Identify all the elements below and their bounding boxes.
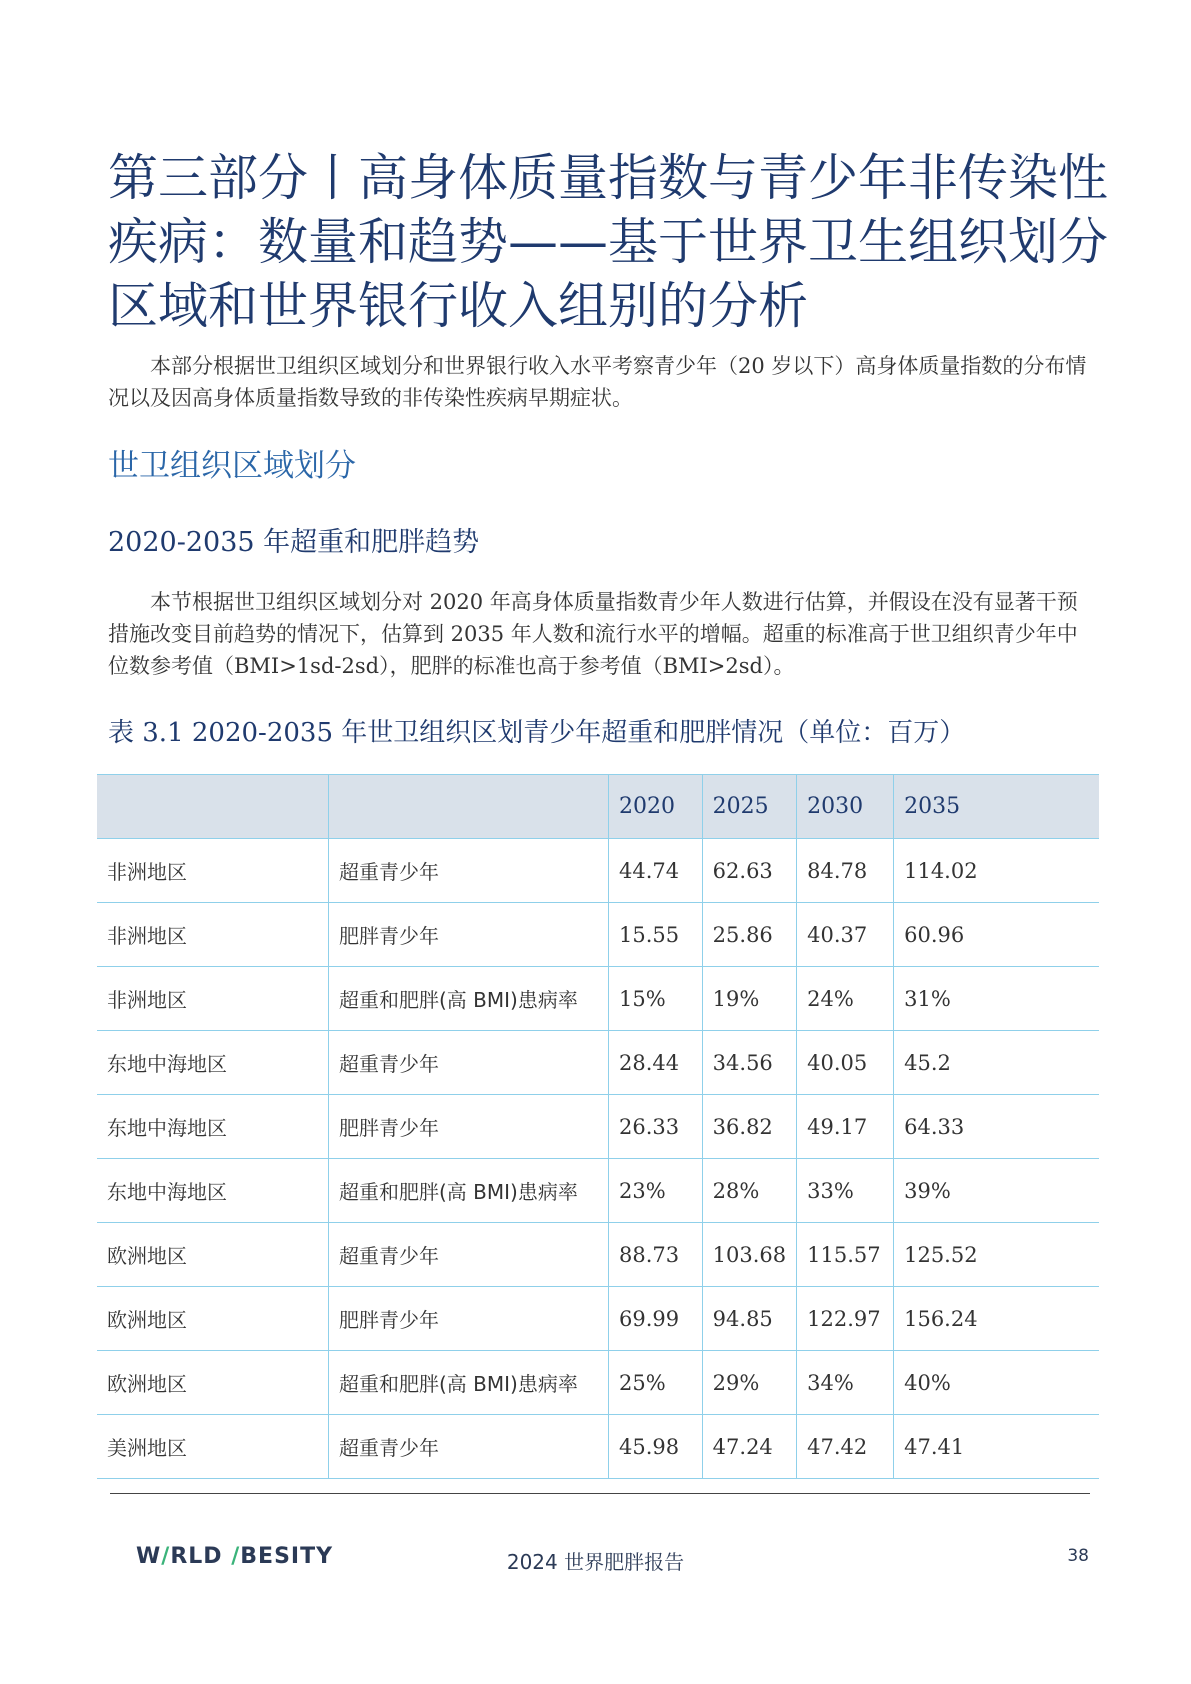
value-cell: 29% xyxy=(702,1351,796,1415)
metric-cell: 超重青少年 xyxy=(329,1415,609,1479)
value-cell: 23% xyxy=(608,1159,702,1223)
table-row xyxy=(97,967,1099,1031)
table-row xyxy=(97,839,1099,903)
page-number: 38 xyxy=(1067,1546,1089,1566)
value-cell: 26.33 xyxy=(608,1095,702,1159)
value-cell: 47.42 xyxy=(797,1415,894,1479)
footer-divider xyxy=(110,1493,1090,1494)
report-name: 2024 世界肥胖报告 xyxy=(506,1550,685,1574)
intro-paragraph: 本部分根据世卫组织区域划分和世界银行收入水平考察青少年（20 岁以下）高身体质量指数的分布情况以及因高身体质量指数导致的非传染性疾病早期症状。 xyxy=(108,354,1087,410)
header-cell: 2025 xyxy=(702,775,796,839)
table-row xyxy=(97,1223,1099,1287)
region-cell: 东地中海地区 xyxy=(97,1031,329,1095)
value-cell: 47.24 xyxy=(702,1415,796,1479)
header-cell xyxy=(97,775,329,839)
value-cell: 25% xyxy=(608,1351,702,1415)
metric-cell: 超重和肥胖(高 BMI)患病率 xyxy=(329,967,609,1031)
value-cell: 15.55 xyxy=(608,903,702,967)
value-cell: 40% xyxy=(894,1351,1099,1415)
value-cell: 114.02 xyxy=(894,839,1099,903)
value-cell: 49.17 xyxy=(797,1095,894,1159)
metric-cell: 肥胖青少年 xyxy=(329,1287,609,1351)
value-cell: 125.52 xyxy=(894,1223,1099,1287)
value-cell: 36.82 xyxy=(702,1095,796,1159)
region-cell: 欧洲地区 xyxy=(97,1351,329,1415)
metric-cell: 肥胖青少年 xyxy=(329,903,609,967)
value-cell: 25.86 xyxy=(702,903,796,967)
value-cell: 47.41 xyxy=(894,1415,1099,1479)
table-row xyxy=(97,1415,1099,1479)
value-cell: 156.24 xyxy=(894,1287,1099,1351)
value-cell: 45.98 xyxy=(608,1415,702,1479)
table-row xyxy=(97,903,1099,967)
value-cell: 64.33 xyxy=(894,1095,1099,1159)
value-cell: 15% xyxy=(608,967,702,1031)
metric-cell: 超重青少年 xyxy=(329,1031,609,1095)
value-cell: 84.78 xyxy=(797,839,894,903)
region-cell: 非洲地区 xyxy=(97,903,329,967)
value-cell: 62.63 xyxy=(702,839,796,903)
value-cell: 19% xyxy=(702,967,796,1031)
table-row xyxy=(97,1159,1099,1223)
region-cell: 非洲地区 xyxy=(97,967,329,1031)
value-cell: 31% xyxy=(894,967,1099,1031)
value-cell: 34% xyxy=(797,1351,894,1415)
table-row xyxy=(97,1287,1099,1351)
metric-cell: 超重青少年 xyxy=(329,1223,609,1287)
table-row xyxy=(97,1351,1099,1415)
value-cell: 40.37 xyxy=(797,903,894,967)
metric-cell: 超重青少年 xyxy=(329,839,609,903)
value-cell: 44.74 xyxy=(608,839,702,903)
table-caption: 表 3.1 2020-2035 年世卫组织区划青少年超重和肥胖情况（单位：百万） xyxy=(108,718,966,748)
metric-cell: 超重和肥胖(高 BMI)患病率 xyxy=(329,1351,609,1415)
metric-cell: 超重和肥胖(高 BMI)患病率 xyxy=(329,1159,609,1223)
region-cell: 美洲地区 xyxy=(97,1415,329,1479)
value-cell: 33% xyxy=(797,1159,894,1223)
body-paragraph: 本节根据世卫组织区域划分对 2020 年高身体质量指数青少年人数进行估算，并假设在没有显著干预措施改变目前趋势的情况下，估算到 2035 年人数和流行水平的增幅。超重的标准高于世卫组织青少年中位数参考值（BMI>1sd-2sd），肥胖的标准也高于参考值（BMI>2sd）。 xyxy=(108,590,1078,678)
header-cell: 2035 xyxy=(894,775,1099,839)
region-cell: 东地中海地区 xyxy=(97,1159,329,1223)
value-cell: 34.56 xyxy=(702,1031,796,1095)
value-cell: 88.73 xyxy=(608,1223,702,1287)
section-heading: 世卫组织区域划分 xyxy=(108,448,356,484)
value-cell: 39% xyxy=(894,1159,1099,1223)
value-cell: 103.68 xyxy=(702,1223,796,1287)
value-cell: 69.99 xyxy=(608,1287,702,1351)
header-cell: 2020 xyxy=(608,775,702,839)
data-table xyxy=(97,774,1099,1479)
header-cell: 2030 xyxy=(797,775,894,839)
subheading: 2020-2035 年超重和肥胖趋势 xyxy=(108,527,480,558)
value-cell: 122.97 xyxy=(797,1287,894,1351)
region-cell: 非洲地区 xyxy=(97,839,329,903)
page-title: 第三部分丨高身体质量指数与青少年非传染性疾病：数量和趋势——基于世界卫生组织划分区域和世界银行收入组别的分析 xyxy=(108,149,1108,335)
region-cell: 欧洲地区 xyxy=(97,1223,329,1287)
world-obesity-logo: W/RLD /BESITY xyxy=(136,1544,334,1569)
value-cell: 94.85 xyxy=(702,1287,796,1351)
region-cell: 东地中海地区 xyxy=(97,1095,329,1159)
value-cell: 60.96 xyxy=(894,903,1099,967)
value-cell: 28% xyxy=(702,1159,796,1223)
region-cell: 欧洲地区 xyxy=(97,1287,329,1351)
value-cell: 40.05 xyxy=(797,1031,894,1095)
value-cell: 45.2 xyxy=(894,1031,1099,1095)
table-row xyxy=(97,1095,1099,1159)
table-header-row xyxy=(97,775,1099,839)
metric-cell: 肥胖青少年 xyxy=(329,1095,609,1159)
value-cell: 24% xyxy=(797,967,894,1031)
table-row xyxy=(97,1031,1099,1095)
value-cell: 115.57 xyxy=(797,1223,894,1287)
header-cell xyxy=(329,775,609,839)
value-cell: 28.44 xyxy=(608,1031,702,1095)
